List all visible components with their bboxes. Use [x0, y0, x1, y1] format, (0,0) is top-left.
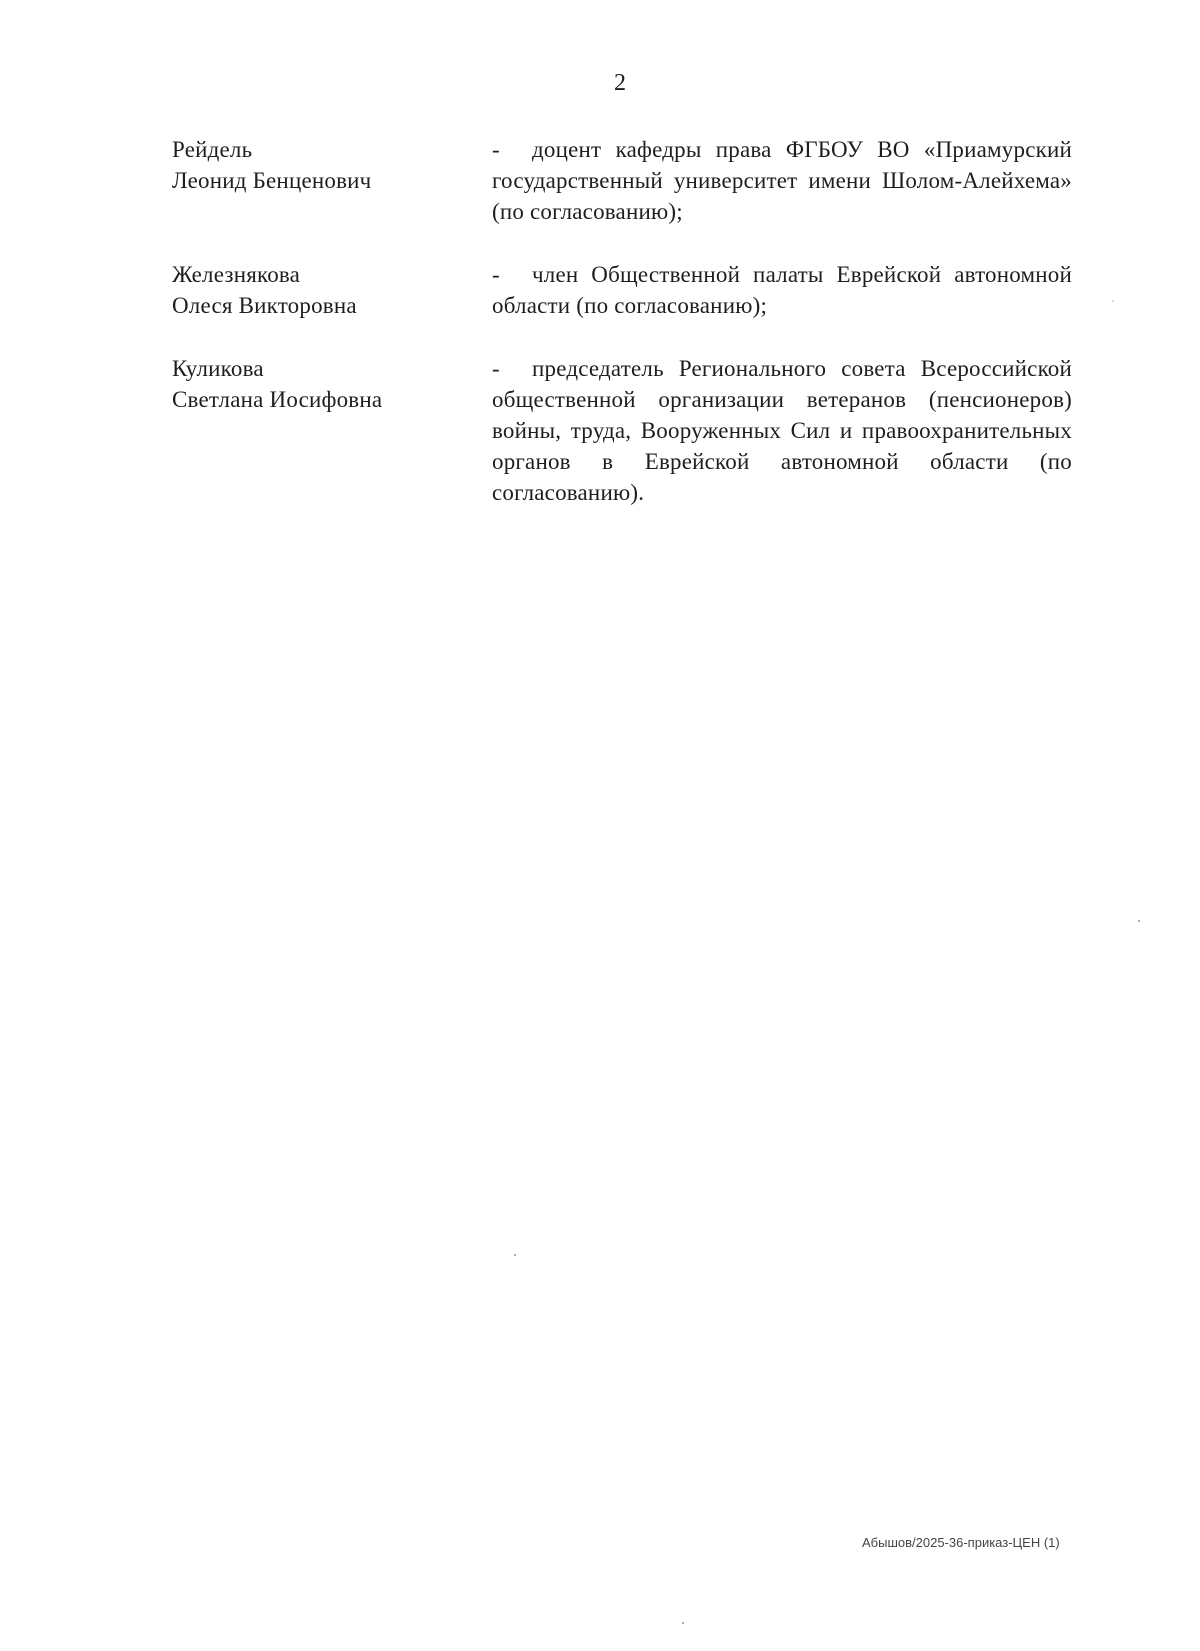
- member-surname: Рейдель: [172, 137, 253, 162]
- document-footer-code: Абышов/2025-36-приказ-ЦЕН (1): [862, 1535, 1060, 1550]
- member-role: [492, 353, 1072, 508]
- member-role-text: председатель Регионального совета Всероссийской общественной организации ветеранов (пенсионеров) войны, труда, Вооруженных Сил и правоохранительных органов в Еврейской автономной области (по согласованию).: [492, 356, 1072, 505]
- member-name: [172, 134, 492, 227]
- scan-speck: [1138, 920, 1140, 922]
- role-dash: -: [492, 262, 500, 287]
- role-dash: -: [492, 356, 500, 381]
- page-number: 2: [614, 70, 626, 96]
- member-role: [492, 134, 1072, 227]
- scan-speck: [682, 1622, 684, 1624]
- scan-speck: [514, 1254, 516, 1256]
- member-given-names: Леонид Бенценович: [172, 168, 372, 193]
- member-name: [172, 259, 492, 321]
- member-name: [172, 353, 492, 508]
- member-entry: [172, 134, 1072, 227]
- role-dash: -: [492, 137, 500, 162]
- member-surname: Куликова: [172, 356, 264, 381]
- member-given-names: Олеся Викторовна: [172, 293, 357, 318]
- member-entry: [172, 259, 1072, 321]
- member-role: [492, 259, 1072, 321]
- member-role-text: член Общественной палаты Еврейской автономной области (по согласованию);: [492, 262, 1072, 318]
- member-surname: Железнякова: [172, 262, 301, 287]
- member-entry: [172, 353, 1072, 508]
- scan-speck: [1112, 300, 1114, 302]
- member-role-text: доцент кафедры права ФГБОУ ВО «Приамурский государственный университет имени Шолом-Алейхема» (по согласованию);: [492, 137, 1072, 224]
- member-list: [172, 134, 1072, 540]
- member-given-names: Светлана Иосифовна: [172, 387, 383, 412]
